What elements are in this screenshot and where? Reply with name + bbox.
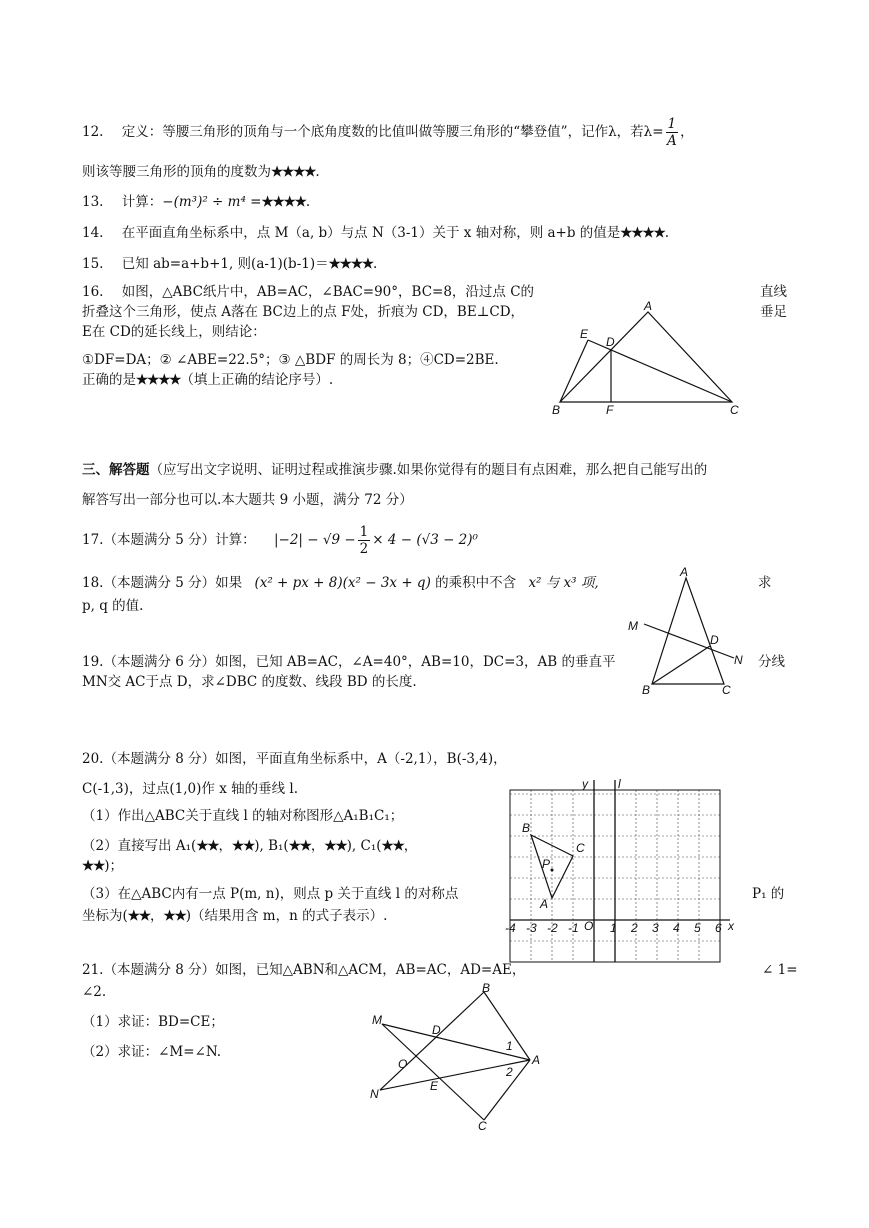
svg-text:A: A xyxy=(540,897,549,911)
tick-label: -3 xyxy=(526,921,537,935)
q21-figure xyxy=(366,981,556,1134)
svg-text:y: y xyxy=(582,777,588,791)
answer-blank[interactable]: ★★★★ xyxy=(261,194,306,210)
answer-blank[interactable]: ★★★★ xyxy=(620,225,665,241)
tick-label: 4 xyxy=(673,921,680,935)
answer-blank[interactable]: ★★ xyxy=(232,838,255,854)
label-F: F xyxy=(606,403,614,417)
svg-text:O: O xyxy=(584,919,594,933)
q20-coordinate-grid xyxy=(500,774,740,966)
tick-label: 3 xyxy=(652,921,659,935)
svg-text:P: P xyxy=(542,857,551,871)
q19-figure xyxy=(622,566,752,696)
svg-text:N: N xyxy=(370,1087,379,1101)
q17-fraction: $\frac{1}{2}$ xyxy=(359,524,369,557)
q14-line: 14. 在平面直角坐标系中，点 M（a, b）与点 N（3-1）关于 x 轴对称，则 a+b 的值是★★★★. xyxy=(82,225,670,241)
svg-text:M: M xyxy=(372,1013,382,1027)
svg-text:l: l xyxy=(618,777,621,791)
label-B: B xyxy=(552,403,561,417)
label-E: E xyxy=(580,327,589,341)
answer-blank[interactable]: ★★ xyxy=(196,838,219,854)
answer-blank[interactable]: ★★ xyxy=(127,908,150,924)
tick-label: 2 xyxy=(631,921,638,935)
svg-text:C: C xyxy=(576,841,585,855)
q16-line4: ①DF=DA；② ∠ABE=22.5°；③ △BDF 的周长为 8；④CD=2BE. xyxy=(82,352,499,368)
label-A: A xyxy=(644,299,653,313)
q21-line1: 21.（本题满分 8 分）如图，已知△ABN和△ACM，AB=AC，AD=AE， xyxy=(82,962,526,978)
q18-line2: p, q 的值. xyxy=(82,598,144,614)
label-C: C xyxy=(730,403,739,417)
tick-label: 6 xyxy=(715,921,722,935)
svg-text:O: O xyxy=(398,1057,408,1071)
section-title: 三、解答题 xyxy=(82,462,150,478)
answer-blank[interactable]: ★★★★ xyxy=(136,372,181,388)
q16-line5: 正确的是★★★★（填上正确的结论序号）. xyxy=(82,372,334,388)
svg-text:C: C xyxy=(478,1119,487,1133)
q12-line2: 则该等腰三角形的顶角的度数为★★★★. xyxy=(82,164,320,180)
answer-blank[interactable]: ★★ xyxy=(381,838,404,854)
q12-fraction: $\frac{1}{A}$ xyxy=(666,116,677,149)
q16-line1: 16. 如图，△ABC纸片中，AB=AC，∠BAC=90°，BC=8，沿过点 C的 xyxy=(82,284,535,300)
q20-line1: 20.（本题满分 8 分）如图，平面直角坐标系中，A（-2,1），B(-3,4)， xyxy=(82,751,507,767)
tick-label: -1 xyxy=(568,921,579,935)
q20-part2-cont: ★★)； xyxy=(82,858,123,874)
tick-label: 1 xyxy=(610,921,617,935)
q12-text: 定义：等腰三角形的顶角与一个底角度数的比值叫做等腰三角形的“攀登值”，记作λ，若λ= xyxy=(121,124,664,140)
q20-part1: （1）作出△ABC关于直线 l 的轴对称图形△A₁B₁C₁； xyxy=(82,808,404,824)
svg-text:C: C xyxy=(722,683,731,697)
q20-part2: （2）直接写出 A₁(★★，★★), B₁(★★，★★), C₁(★★， xyxy=(82,838,418,854)
svg-text:B: B xyxy=(642,683,651,697)
section3-line2: 解答写出一部分也可以.本大题共 9 小题，满分 72 分） xyxy=(82,492,413,508)
q21-line2: ∠2. xyxy=(82,984,107,1000)
q19-line1: 19.（本题满分 6 分）如图，已知 AB=AC，∠A=40°，AB=10，DC=3，AB 的垂直平 xyxy=(82,654,616,670)
svg-text:N: N xyxy=(734,653,743,667)
answer-blank[interactable]: ★★★★ xyxy=(328,256,374,272)
svg-text:A: A xyxy=(532,1053,541,1067)
q13-line: 13. 计算：−(m³)² ÷ m⁴ =★★★★. xyxy=(82,194,311,210)
q21-part2: （2）求证：∠M=∠N. xyxy=(82,1044,222,1060)
svg-text:1: 1 xyxy=(506,1039,513,1053)
q21-part1: （1）求证：BD=CE； xyxy=(82,1014,224,1030)
tick-label: -4 xyxy=(505,921,516,935)
q12-number: 12. xyxy=(82,124,104,140)
svg-text:A: A xyxy=(680,565,689,579)
q16-line2: 折叠这个三角形，使点 A落在 BC边上的点 F处，折痕为 CD，BE⊥CD， xyxy=(82,304,525,320)
tick-label: -2 xyxy=(547,921,558,935)
svg-text:M: M xyxy=(628,619,638,633)
svg-text:E: E xyxy=(430,1079,439,1093)
q17-line: 17.（本题满分 5 分）计算： |−2| − √9 − $\frac{1}{2}$ × 4 − (√3 − 2)⁰ xyxy=(82,524,478,557)
q20-line2: C(-1,3)，过点(1,0)作 x 轴的垂线 l. xyxy=(82,781,298,797)
q18-line1: 18.（本题满分 5 分）如果 (x² + px + 8)(x² − 3x + q) 的乘积中不含 x² 与 x³ 项, xyxy=(82,575,599,591)
q12-line1: 12. 定义：等腰三角形的顶角与一个底角度数的比值叫做等腰三角形的“攀登值”，记作λ，若λ= $\frac{1}{A}$ ， xyxy=(82,116,694,149)
answer-blank[interactable]: ★★ xyxy=(163,908,186,924)
answer-blank[interactable]: ★★ xyxy=(288,838,311,854)
answer-blank[interactable]: ★★ xyxy=(82,858,105,874)
section3-header: 三、解答题（应写出文字说明、证明过程或推演步骤.如果你觉得有的题目有点困难，那么把自己能写出的 xyxy=(82,462,708,478)
q16-figure xyxy=(548,298,748,418)
svg-text:B: B xyxy=(522,821,531,835)
q20-part3: （3）在△ABC内有一点 P(m, n)，则点 p 关于直线 l 的对称点 xyxy=(82,886,459,902)
q20-part3-cont: 坐标为(★★，★★)（结果用含 m，n 的式子表示）. xyxy=(82,908,388,924)
svg-text:D: D xyxy=(710,633,719,647)
q13-expression: −(m³)² ÷ m⁴ = xyxy=(162,194,262,210)
svg-text:D: D xyxy=(432,1023,441,1037)
tick-label: 5 xyxy=(694,921,701,935)
answer-blank[interactable]: ★★ xyxy=(324,838,347,854)
q15-line: 15. 已知 ab=a+b+1, 则(a-1)(b-1)＝★★★★. xyxy=(82,256,378,272)
q19-line2: MN交 AC于点 D，求∠DBC 的度数、线段 BD 的长度. xyxy=(82,674,417,690)
svg-text:2: 2 xyxy=(506,1065,513,1079)
label-D: D xyxy=(606,335,615,349)
svg-text:B: B xyxy=(482,981,491,995)
answer-blank[interactable]: ★★★★ xyxy=(271,164,316,180)
svg-text:x: x xyxy=(728,919,734,933)
q16-line3: E在 CD的延长线上，则结论： xyxy=(82,324,266,340)
